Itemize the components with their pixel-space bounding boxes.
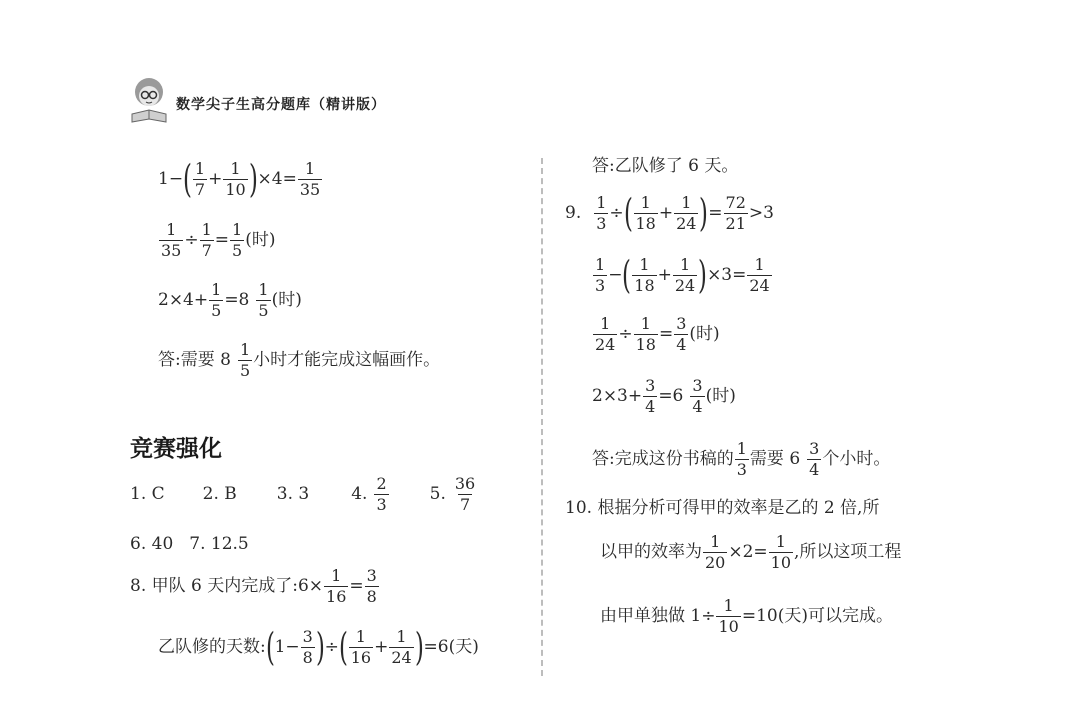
text: =8 xyxy=(224,290,250,310)
operator: ÷ xyxy=(618,324,633,344)
answer-4-fraction xyxy=(374,476,388,513)
denominator: 3 xyxy=(596,213,607,233)
left-line-2 xyxy=(158,222,276,259)
denominator: 7 xyxy=(459,495,471,514)
denominator: 8 xyxy=(302,647,313,667)
numerator: 3 xyxy=(645,376,656,395)
text: ,所以这项工程 xyxy=(794,542,902,562)
operator: = xyxy=(658,324,674,344)
denominator: 21 xyxy=(725,213,746,233)
right-paren: ) xyxy=(414,625,424,669)
fraction xyxy=(769,534,793,571)
numerator: 1 xyxy=(640,192,651,212)
fraction xyxy=(690,378,704,415)
column-divider xyxy=(541,158,543,676)
operator: + xyxy=(658,202,674,223)
right-line-9 xyxy=(600,598,893,635)
right-line-7 xyxy=(565,500,879,517)
fraction xyxy=(673,254,697,295)
operator: ÷ xyxy=(324,636,339,657)
right-paren: ) xyxy=(699,191,709,235)
numerator: 1 xyxy=(396,626,407,646)
denominator: 24 xyxy=(749,275,770,295)
right-line-1 xyxy=(592,158,738,175)
answer-7: 7. 12.5 xyxy=(189,534,249,554)
operator: + xyxy=(657,264,672,285)
fraction xyxy=(159,222,183,259)
numerator: 1 xyxy=(239,340,251,359)
book-title: 数学尖子生高分题库（精讲版） xyxy=(176,97,386,113)
numerator: 3 xyxy=(302,626,313,646)
numerator: 1 xyxy=(201,220,212,239)
numerator: 1 xyxy=(681,192,692,212)
numerator: 1 xyxy=(754,254,765,274)
text: 答:需要 8 xyxy=(158,350,231,370)
answer-3: 3. 3 xyxy=(276,484,310,504)
left-line-4 xyxy=(158,342,440,379)
fraction xyxy=(238,342,252,379)
denominator: 35 xyxy=(161,241,182,260)
text: ×2= xyxy=(728,542,768,562)
fraction xyxy=(230,222,244,259)
left-paren: ( xyxy=(623,191,633,235)
numerator: 2 xyxy=(376,474,387,493)
operator: ÷ xyxy=(609,202,624,223)
numerator: 1 xyxy=(331,566,342,585)
fraction xyxy=(632,254,656,295)
right-line-4 xyxy=(592,316,720,353)
numerator: 1 xyxy=(355,626,366,646)
denominator: 10 xyxy=(718,617,739,636)
text: =6 xyxy=(658,386,684,406)
unit: (时) xyxy=(271,290,302,310)
text: ×4= xyxy=(257,168,297,189)
operator: = xyxy=(349,576,364,596)
numerator: 36 xyxy=(454,474,476,493)
fraction xyxy=(703,534,727,571)
text: >3 xyxy=(748,202,774,223)
denominator: 5 xyxy=(232,241,243,260)
numerator: 1 xyxy=(596,192,607,212)
operator: + xyxy=(208,168,223,189)
text: 以甲的效率为 xyxy=(600,542,702,562)
denominator: 5 xyxy=(258,301,269,320)
fraction xyxy=(301,626,315,667)
fraction xyxy=(365,568,379,605)
fraction xyxy=(193,158,207,199)
numerator: 1 xyxy=(304,158,316,178)
numerator: 1 xyxy=(232,220,243,239)
denominator: 10 xyxy=(770,553,792,572)
numerator: 1 xyxy=(258,280,269,299)
text: 由甲单独做 1÷ xyxy=(600,606,716,626)
denominator: 16 xyxy=(326,587,347,606)
text: ×3= xyxy=(707,264,747,285)
denominator: 24 xyxy=(391,647,412,667)
right-paren: ) xyxy=(248,157,258,201)
right-line-5 xyxy=(592,378,736,415)
text: 8. 甲队 6 天内完成了:6× xyxy=(130,576,324,596)
denominator: 24 xyxy=(595,335,616,354)
denominator: 4 xyxy=(645,397,656,416)
denominator: 7 xyxy=(194,179,206,199)
denominator: 18 xyxy=(635,335,656,354)
text: 1− xyxy=(274,636,300,657)
operator: = xyxy=(708,202,723,223)
numerator: 1 xyxy=(194,158,206,178)
fraction xyxy=(389,626,413,667)
answer-2: 2. B xyxy=(202,484,237,504)
text: =10(天)可以完成。 xyxy=(741,606,893,626)
numerator: 1 xyxy=(230,158,241,178)
left-line-1 xyxy=(158,157,323,201)
left-line-3 xyxy=(158,282,302,319)
denominator: 3 xyxy=(595,275,606,295)
fraction xyxy=(735,441,749,478)
right-line-3 xyxy=(592,253,773,297)
section-title: 竞赛强化 xyxy=(130,436,222,462)
left-paren: ( xyxy=(183,157,192,201)
fraction xyxy=(747,254,771,295)
denominator: 4 xyxy=(809,460,820,479)
numerator: 72 xyxy=(725,192,746,212)
fraction xyxy=(200,222,214,259)
numerator: 1 xyxy=(736,439,747,458)
right-paren: ) xyxy=(315,625,325,669)
numerator: 1 xyxy=(600,314,611,333)
left-paren: ( xyxy=(338,625,348,669)
answers-row-1 xyxy=(130,476,478,513)
fraction xyxy=(349,626,373,667)
fraction xyxy=(716,598,740,635)
fraction xyxy=(643,378,657,415)
text: 乙队修的天数: xyxy=(158,636,266,657)
student-mascot-icon xyxy=(126,74,172,126)
fraction xyxy=(807,441,821,478)
denominator: 20 xyxy=(705,553,726,572)
operator: + xyxy=(374,636,389,657)
denominator: 3 xyxy=(376,495,387,514)
fraction xyxy=(298,158,322,199)
fraction xyxy=(593,254,607,295)
unit: (时) xyxy=(245,230,276,250)
denominator: 18 xyxy=(634,275,655,295)
answer-5-label: 5. xyxy=(429,484,446,504)
denominator: 8 xyxy=(366,587,377,606)
fraction xyxy=(634,192,658,233)
left-paren: ( xyxy=(622,253,632,297)
left-line-9 xyxy=(158,625,479,669)
text: 2×4+ xyxy=(158,290,209,310)
numerator: 1 xyxy=(710,532,721,551)
numerator: 3 xyxy=(809,439,820,458)
denominator: 3 xyxy=(736,460,747,479)
text: 需要 6 xyxy=(749,449,801,469)
denominator: 4 xyxy=(692,397,703,416)
unit: (时) xyxy=(705,386,736,406)
numerator: 3 xyxy=(366,566,377,585)
numerator: 1 xyxy=(775,532,786,551)
fraction xyxy=(256,282,270,319)
denominator: 5 xyxy=(239,361,251,380)
operator: = xyxy=(214,230,230,250)
text: 答:完成这份书稿的 xyxy=(592,449,734,469)
numerator: 1 xyxy=(723,596,734,615)
denominator: 10 xyxy=(225,179,246,199)
fraction xyxy=(209,282,223,319)
fraction xyxy=(674,192,698,233)
answer-5-fraction xyxy=(453,476,477,513)
right-line-2 xyxy=(565,191,774,235)
operator: − xyxy=(608,264,623,285)
denominator: 5 xyxy=(211,301,222,320)
question-number: 9. xyxy=(565,202,582,223)
denominator: 24 xyxy=(674,275,696,295)
numerator: 1 xyxy=(640,314,651,333)
fraction xyxy=(724,192,748,233)
denominator: 7 xyxy=(201,241,212,260)
denominator: 35 xyxy=(299,179,321,199)
text: 小时才能完成这幅画作。 xyxy=(253,350,441,370)
denominator: 16 xyxy=(350,647,372,667)
numerator: 1 xyxy=(211,280,222,299)
fraction xyxy=(674,316,688,353)
unit: (时) xyxy=(689,324,720,344)
numerator: 1 xyxy=(639,254,650,274)
text: 1− xyxy=(158,168,184,189)
answer-1: 1. C xyxy=(130,484,165,504)
text: 个小时。 xyxy=(822,449,891,469)
text: 10. 根据分析可得甲的效率是乙的 2 倍,所 xyxy=(565,498,880,518)
text: =6(天) xyxy=(423,636,479,657)
book-header xyxy=(126,74,446,130)
fraction xyxy=(324,568,348,605)
answer-6: 6. 40 xyxy=(130,534,174,554)
left-line-8 xyxy=(130,568,380,605)
numerator: 1 xyxy=(166,220,177,239)
right-line-8 xyxy=(600,534,901,571)
numerator: 1 xyxy=(679,254,691,274)
numerator: 3 xyxy=(676,314,687,333)
answers-row-2 xyxy=(130,536,249,553)
right-paren: ) xyxy=(698,253,708,297)
numerator: 1 xyxy=(595,254,606,274)
text: 2×3+ xyxy=(592,386,643,406)
fraction xyxy=(593,316,617,353)
text: 答:乙队修了 6 天。 xyxy=(592,156,739,176)
fraction xyxy=(634,316,658,353)
denominator: 4 xyxy=(676,335,687,354)
denominator: 24 xyxy=(676,213,697,233)
fraction xyxy=(223,158,247,199)
numerator: 3 xyxy=(692,376,703,395)
operator: ÷ xyxy=(184,230,199,250)
right-line-6 xyxy=(592,441,890,478)
fraction xyxy=(594,192,608,233)
answer-4-label: 4. xyxy=(351,484,368,504)
left-paren: ( xyxy=(265,625,275,669)
denominator: 18 xyxy=(635,213,656,233)
